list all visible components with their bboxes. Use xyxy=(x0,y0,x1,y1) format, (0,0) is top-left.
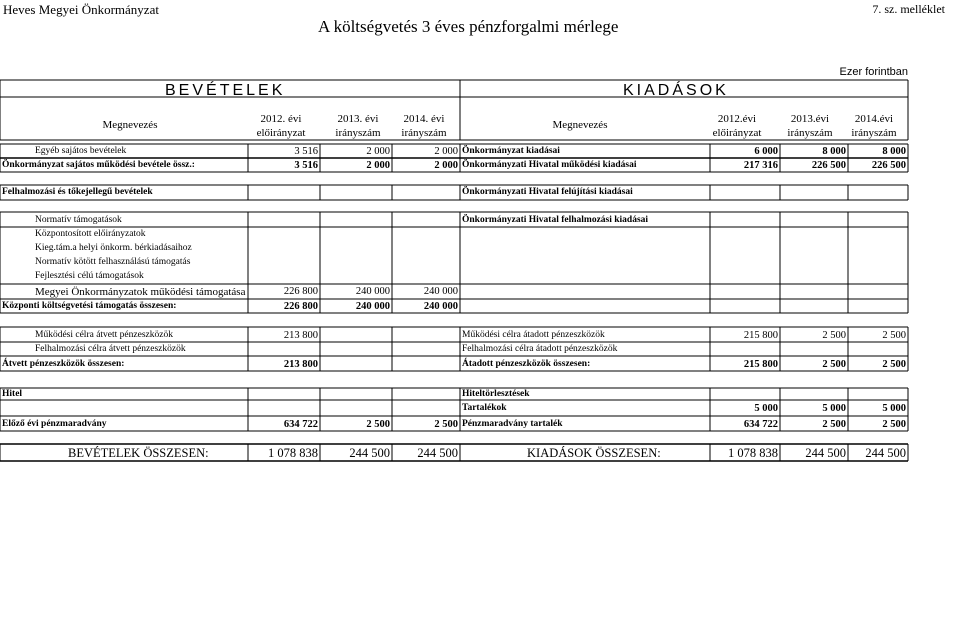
row-loan: Hitel xyxy=(2,389,23,399)
income-value-r1-c2: 2 000 xyxy=(434,160,458,171)
row-previous-balance: Előző évi pénzmaradvány xyxy=(2,419,107,429)
row-expense-grand-total: KIADÁSOK ÖSSZESEN: xyxy=(527,446,661,460)
income-value-r12-c0: 213 800 xyxy=(283,359,318,370)
expense-value-r6-c2: 2 500 xyxy=(882,359,906,370)
row-capital-income: Felhalmozási és tőkejellegű bevételek xyxy=(2,187,153,197)
expense-value-r8-c1: 5 000 xyxy=(822,403,846,414)
col-2013-line1: 2013. évi xyxy=(337,113,379,125)
income-value-r0-c2: 2 000 xyxy=(434,146,458,157)
expense-value-r9-c2: 2 500 xyxy=(882,419,906,430)
income-value-r14-c2: 2 500 xyxy=(434,419,458,430)
row-transfers-out-total: Átadott pénzeszközök összesen: xyxy=(462,359,591,369)
row-income-grand-total: BEVÉTELEK ÖSSZESEN: xyxy=(68,446,209,460)
expense-value-r4-c2: 2 500 xyxy=(882,330,906,341)
row-central-appropriations: Központosított előirányzatok xyxy=(35,229,146,239)
income-value-r14-c0: 634 722 xyxy=(283,419,318,430)
expense-value-r9-c0: 634 722 xyxy=(743,419,778,430)
income-value-r8-c0: 226 800 xyxy=(283,286,318,297)
income-value-r9-c0: 226 800 xyxy=(283,301,318,312)
expense-value-r1-c2: 226 500 xyxy=(871,160,906,171)
income-value-r8-c2: 240 000 xyxy=(423,286,458,297)
income-value-r1-c0: 3 516 xyxy=(294,160,318,171)
expense-value-r10-c2: 244 500 xyxy=(865,446,906,460)
annex-label: 7. sz. melléklet xyxy=(872,2,945,16)
expense-value-r0-c1: 8 000 xyxy=(822,146,846,157)
row-central-support-total: Központi költségvetési támogatás összesen: xyxy=(2,301,177,311)
row-operating-transfers-out: Működési célra átadott pénzeszközök xyxy=(462,330,605,340)
income-value-r1-c1: 2 000 xyxy=(366,160,390,171)
row-own-income-total: Önkormányzat sajátos működési bevétele össz.: xyxy=(2,160,195,170)
row-balance-reserve: Pénzmaradvány tartalék xyxy=(462,419,563,429)
income-value-r9-c2: 240 000 xyxy=(423,301,458,312)
row-normative-support: Normatív támogatások xyxy=(35,215,122,225)
col-2014-line2: irányszám xyxy=(401,127,447,139)
expense-value-r6-c0: 215 800 xyxy=(743,359,778,370)
expense-value-r4-c0: 215 800 xyxy=(743,330,778,341)
row-transfers-in-total: Átvett pénzeszközök összesen: xyxy=(2,359,125,369)
income-value-r14-c1: 2 500 xyxy=(366,419,390,430)
row-reserves: Tartalékok xyxy=(462,403,507,413)
income-value-r0-c0: 3 516 xyxy=(294,146,318,157)
row-development-support: Fejlesztési célú támogatások xyxy=(35,271,144,281)
expense-value-r1-c0: 217 316 xyxy=(743,160,778,171)
col-r2013-line2: irányszám xyxy=(787,127,833,139)
expense-value-r10-c0: 1 078 838 xyxy=(728,446,778,460)
income-value-r10-c0: 213 800 xyxy=(283,330,318,341)
row-operating-transfers-in: Működési célra átvett pénzeszközök xyxy=(35,330,173,340)
row-office-renovation: Önkormányzati Hivatal felújítási kiadásai xyxy=(462,187,633,197)
page-title: A költségvetés 3 éves pénzforgalmi mérlege xyxy=(318,17,619,36)
row-capital-transfers-in: Felhalmozási célra átvett pénzeszközök xyxy=(35,344,186,354)
col-name-income: Megnevezés xyxy=(102,119,158,131)
income-value-r0-c1: 2 000 xyxy=(366,146,390,157)
col-2013-line2: irányszám xyxy=(335,127,381,139)
expense-value-r4-c1: 2 500 xyxy=(822,330,846,341)
expense-value-r0-c0: 6 000 xyxy=(754,146,778,157)
expense-value-r10-c1: 244 500 xyxy=(805,446,846,460)
col-r2014-line1: 2014.évi xyxy=(854,113,894,125)
expense-value-r6-c1: 2 500 xyxy=(822,359,846,370)
row-other-income: Egyéb sajátos bevételek xyxy=(35,146,127,156)
county-name: Heves Megyei Önkormányzat xyxy=(3,2,159,17)
col-r2012-line1: 2012.évi xyxy=(717,113,757,125)
income-section-title: BEVÉTELEK xyxy=(165,82,286,99)
unit-label: Ezer forintban xyxy=(839,66,908,78)
expense-value-r8-c0: 5 000 xyxy=(754,403,778,414)
col-2014-line1: 2014. évi xyxy=(403,113,445,125)
row-county-operating-support: Megyei Önkormányzatok működési támogatása xyxy=(35,286,246,298)
col-name-expense: Megnevezés xyxy=(552,119,608,131)
income-value-r8-c1: 240 000 xyxy=(355,286,390,297)
income-value-r15-c2: 244 500 xyxy=(417,446,458,460)
expense-value-r0-c2: 8 000 xyxy=(882,146,906,157)
col-2012-line2: előirányzat xyxy=(256,127,306,139)
col-r2013-line1: 2013.évi xyxy=(790,113,830,125)
row-bound-support: Normatív kötött felhasználású támogatás xyxy=(35,257,191,267)
row-office-capital: Önkormányzati Hivatal felhalmozási kiadásai xyxy=(462,215,649,225)
expense-value-r9-c1: 2 500 xyxy=(822,419,846,430)
row-loan-repayment: Hiteltörlesztések xyxy=(462,389,530,399)
expense-section-title: KIADÁSOK xyxy=(623,82,729,99)
row-office-operating: Önkormányzati Hivatal működési kiadásai xyxy=(462,160,637,170)
income-value-r9-c1: 240 000 xyxy=(355,301,390,312)
row-wage-support: Kieg.tám.a helyi önkorm. bérkiadásaihoz xyxy=(35,243,192,253)
income-value-r15-c1: 244 500 xyxy=(349,446,390,460)
expense-value-r1-c1: 226 500 xyxy=(811,160,846,171)
income-value-r15-c0: 1 078 838 xyxy=(268,446,318,460)
col-r2012-line2: előirányzat xyxy=(712,127,762,139)
row-capital-transfers-out: Felhalmozási célra átadott pénzeszközök xyxy=(462,344,618,354)
row-gov-expenses: Önkormányzat kiadásai xyxy=(462,146,560,156)
col-r2014-line2: irányszám xyxy=(851,127,897,139)
expense-value-r8-c2: 5 000 xyxy=(882,403,906,414)
col-2012-line1: 2012. évi xyxy=(260,113,302,125)
